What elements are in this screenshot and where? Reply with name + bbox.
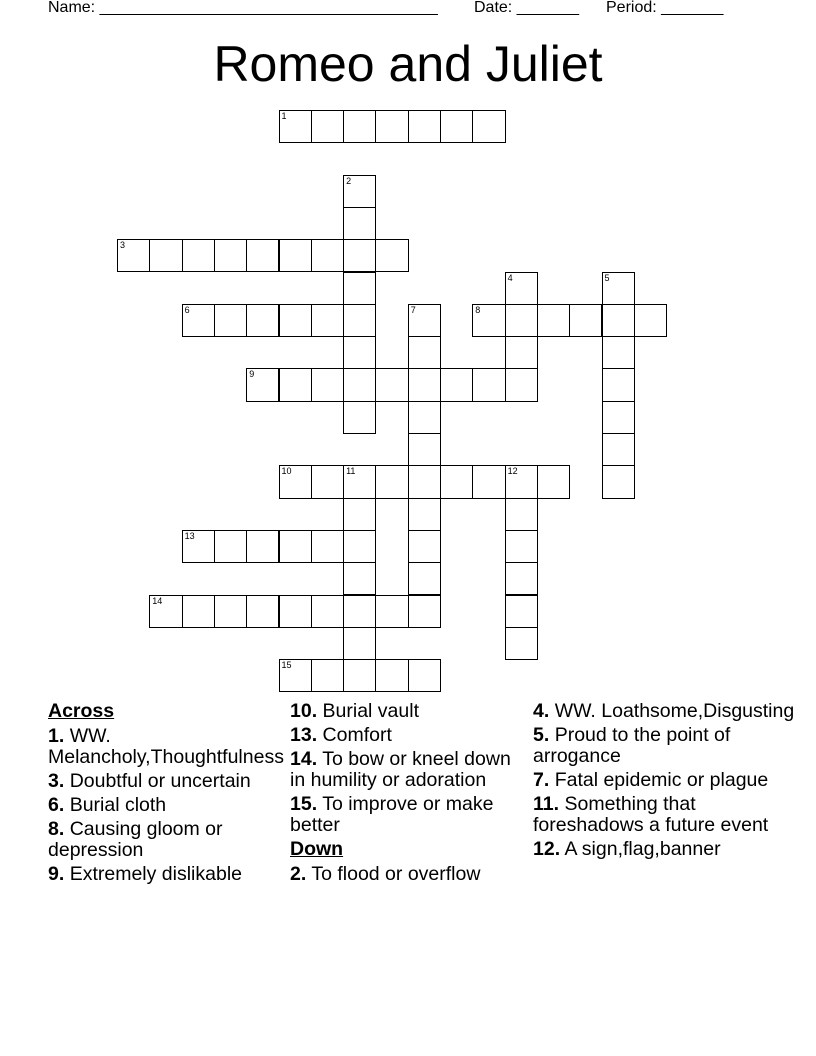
grid-cell[interactable]: [602, 433, 635, 466]
grid-cell[interactable]: [375, 465, 408, 498]
grid-cell[interactable]: [311, 110, 344, 143]
cell-number: 10: [281, 466, 292, 477]
clue-across-13: 13. Comfort: [290, 724, 392, 746]
grid-cell[interactable]: [343, 498, 376, 531]
grid-cell[interactable]: [472, 368, 505, 401]
across-heading: Across: [48, 700, 115, 722]
grid-cell[interactable]: [408, 498, 441, 531]
grid-cell[interactable]: [505, 272, 538, 305]
cell-number: 15: [281, 660, 292, 671]
grid-cell[interactable]: [408, 530, 441, 563]
grid-cell[interactable]: [343, 368, 376, 401]
grid-cell[interactable]: [505, 368, 538, 401]
grid-cell[interactable]: [602, 272, 635, 305]
cell-number: 2: [346, 175, 352, 186]
clue-down-4: 4. WW. Loathsome,Disgusting: [533, 700, 795, 722]
grid-cell[interactable]: [311, 595, 344, 628]
grid-cell[interactable]: [279, 239, 312, 272]
grid-cell[interactable]: [279, 110, 312, 143]
grid-cell[interactable]: [505, 336, 538, 369]
grid-cell[interactable]: [343, 530, 376, 563]
clue-across-14: 14. To bow or kneel down in humility or adoration: [290, 748, 511, 791]
grid-cell[interactable]: [408, 110, 441, 143]
grid-cell[interactable]: [408, 465, 441, 498]
grid-cell[interactable]: [311, 368, 344, 401]
clues-column-3: [533, 701, 803, 863]
grid-cell[interactable]: [537, 304, 570, 337]
cell-number: 3: [120, 240, 126, 251]
grid-cell[interactable]: [279, 530, 312, 563]
grid-cell[interactable]: [505, 498, 538, 531]
grid-cell[interactable]: [343, 465, 376, 498]
grid-cell[interactable]: [182, 239, 215, 272]
grid-cell[interactable]: [311, 239, 344, 272]
clue-across-6: 6. Burial cloth: [48, 794, 167, 816]
grid-cell[interactable]: [375, 659, 408, 692]
grid-cell[interactable]: [214, 530, 247, 563]
grid-cell[interactable]: [214, 239, 247, 272]
grid-cell[interactable]: [343, 627, 376, 660]
grid-cell[interactable]: [343, 659, 376, 692]
grid-cell[interactable]: [214, 304, 247, 337]
grid-cell[interactable]: [279, 659, 312, 692]
grid-cell[interactable]: [311, 304, 344, 337]
grid-cell[interactable]: [505, 530, 538, 563]
down-heading: Down: [290, 838, 344, 860]
grid-cell[interactable]: [440, 465, 473, 498]
grid-cell[interactable]: [279, 368, 312, 401]
grid-cell[interactable]: [375, 595, 408, 628]
grid-cell[interactable]: [246, 595, 279, 628]
cell-number: 5: [604, 272, 610, 283]
clue-across-9: 9. Extremely dislikable: [48, 863, 242, 885]
clue-across-3: 3. Doubtful or uncertain: [48, 770, 251, 792]
clue-down-5: 5. Proud to the point of arrogance: [533, 724, 731, 767]
clue-down-7: 7. Fatal epidemic or plague: [533, 769, 769, 791]
grid-cell[interactable]: [505, 595, 538, 628]
grid-cell[interactable]: [149, 239, 182, 272]
clue-down-11: 11. Something that foreshadows a future event: [533, 793, 769, 836]
grid-cell[interactable]: [343, 272, 376, 305]
grid-cell[interactable]: [505, 304, 538, 337]
grid-cell[interactable]: [182, 530, 215, 563]
grid-cell[interactable]: [279, 304, 312, 337]
grid-cell[interactable]: [408, 336, 441, 369]
grid-cell[interactable]: [602, 465, 635, 498]
cell-number: 7: [410, 304, 416, 315]
cell-number: 9: [249, 369, 255, 380]
cell-number: 11: [346, 466, 356, 477]
grid-cell[interactable]: [343, 239, 376, 272]
grid-cell[interactable]: [311, 530, 344, 563]
grid-cell[interactable]: [602, 401, 635, 434]
grid-cell[interactable]: [505, 562, 538, 595]
grid-cell[interactable]: [375, 368, 408, 401]
grid-cell[interactable]: [602, 368, 635, 401]
grid-cell[interactable]: [408, 368, 441, 401]
grid-cell[interactable]: [279, 465, 312, 498]
grid-cell[interactable]: [343, 304, 376, 337]
grid-cell[interactable]: [311, 659, 344, 692]
grid-cell[interactable]: [408, 562, 441, 595]
grid-cell[interactable]: [149, 595, 182, 628]
cell-number: 6: [184, 304, 190, 315]
grid-cell[interactable]: [279, 595, 312, 628]
grid-cell[interactable]: [182, 304, 215, 337]
grid-cell[interactable]: [182, 595, 215, 628]
grid-cell[interactable]: [214, 595, 247, 628]
grid-cell[interactable]: [440, 368, 473, 401]
grid-cell[interactable]: [408, 304, 441, 337]
grid-cell[interactable]: [343, 562, 376, 595]
grid-cell[interactable]: [408, 433, 441, 466]
puzzle-title: Romeo and Juliet: [213, 36, 603, 92]
cell-number: 1: [281, 111, 287, 121]
clues-column-1: [48, 701, 288, 888]
grid-cell[interactable]: [408, 659, 441, 692]
clue-down-12: 12. A sign,flag,banner: [533, 838, 721, 860]
grid-cell[interactable]: [440, 110, 473, 143]
grid-cell[interactable]: [602, 336, 635, 369]
clue-across-1: 1. WW. Melancholy,Thoughtfulness: [48, 726, 288, 768]
clue-across-8: 8. Causing gloom or depression: [48, 818, 223, 861]
grid-cell[interactable]: [246, 304, 279, 337]
cell-number: 14: [152, 595, 163, 606]
cell-number: 8: [475, 304, 481, 315]
clue-across-15: 15. To improve or make better: [290, 793, 494, 836]
date-field[interactable]: Date: _______: [474, 0, 579, 16]
grid-cell[interactable]: [472, 465, 505, 498]
grid-cell[interactable]: [472, 110, 505, 143]
grid-cell[interactable]: [246, 239, 279, 272]
grid-cell[interactable]: [472, 304, 505, 337]
grid-cell[interactable]: [343, 110, 376, 143]
grid-cell[interactable]: [375, 239, 408, 272]
grid-cell[interactable]: [408, 595, 441, 628]
period-field[interactable]: Period: _______: [606, 0, 724, 16]
grid-cell[interactable]: [343, 401, 376, 434]
grid-cell[interactable]: [311, 465, 344, 498]
grid-cell[interactable]: [117, 239, 150, 272]
grid-cell[interactable]: [602, 304, 635, 337]
grid-cell[interactable]: [343, 207, 376, 240]
clue-text: Melancholy,Thoughtfulness: [48, 747, 284, 768]
grid-cell[interactable]: [569, 304, 602, 337]
clue-down-2: 2. To flood or overflow: [290, 863, 481, 885]
grid-cell[interactable]: [634, 304, 667, 337]
name-field[interactable]: Name: ______________________________________: [48, 0, 438, 16]
cell-number: 4: [507, 272, 513, 283]
grid-cell[interactable]: [246, 530, 279, 563]
clues-column-2: [290, 701, 530, 888]
grid-cell[interactable]: [375, 110, 408, 143]
grid-cell[interactable]: [505, 465, 538, 498]
cell-number: 12: [507, 466, 518, 477]
grid-cell[interactable]: [505, 627, 538, 660]
grid-cell[interactable]: [246, 368, 279, 401]
grid-cell[interactable]: [408, 401, 441, 434]
grid-cell[interactable]: [343, 175, 376, 208]
grid-cell[interactable]: [537, 465, 570, 498]
cell-number: 13: [184, 530, 195, 541]
clue-across-10: 10. Burial vault: [290, 700, 419, 722]
grid-cell[interactable]: [343, 595, 376, 628]
grid-cell[interactable]: [343, 336, 376, 369]
